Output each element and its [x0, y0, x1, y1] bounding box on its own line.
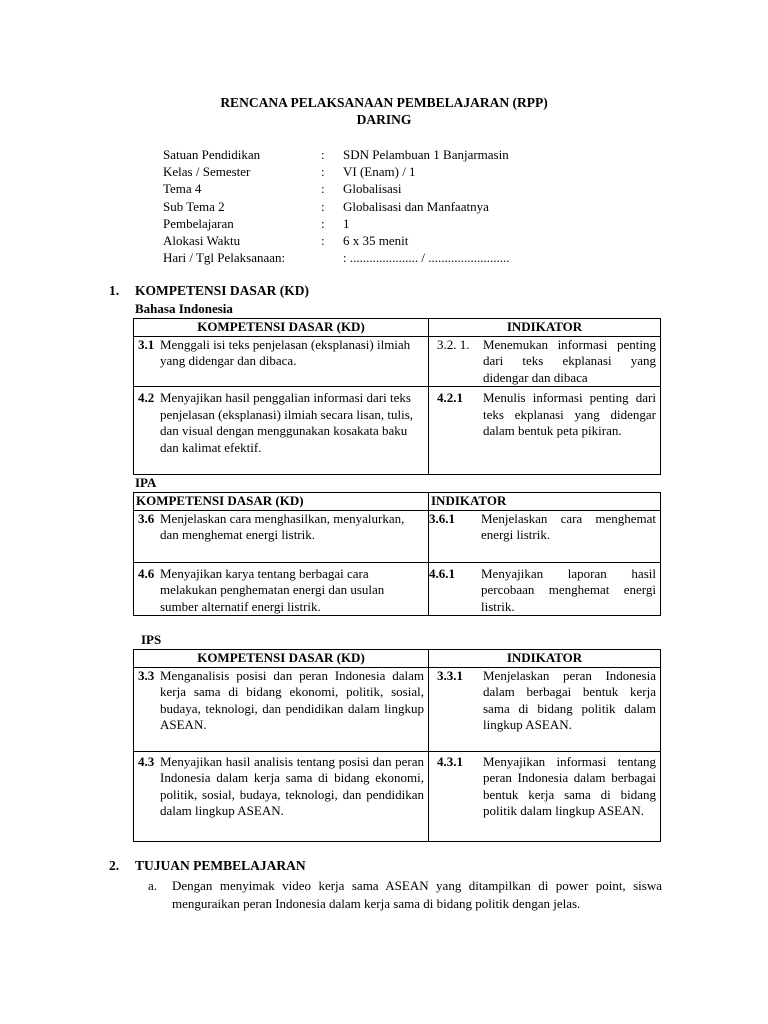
header-kd: KOMPETENSI DASAR (KD) — [134, 650, 429, 668]
identity-row: Alokasi Waktu : 6 x 35 menit — [163, 232, 409, 248]
table-row: 4.6 Menyajikan karya tentang berbagai cara melakukan penghematan energi dan usulan sumber alternatif energi listrik. 4.6.1 Menyajikan laporan hasil percobaan menghemat energi listrik. — [134, 562, 661, 616]
doc-title: RENCANA PELAKSANAAN PEMBELAJARAN (RPP) — [220, 95, 548, 110]
identity-row: Satuan Pendidikan : SDN Pelambuan 1 Banjarmasin — [163, 147, 509, 162]
header-indikator: INDIKATOR — [429, 650, 661, 668]
header-kd: KOMPETENSI DASAR (KD) — [134, 319, 429, 337]
table-row: 3.6 Menjelaskan cara menghasilkan, menyalurkan, dan menghemat energi listrik. 3.6.1 Menjelaskan cara menghemat energi listrik. — [134, 510, 661, 562]
section-heading-tujuan: 2. TUJUAN PEMBELAJARAN — [109, 858, 306, 873]
kd-table-ips — [133, 649, 661, 842]
tujuan-list — [148, 877, 662, 913]
subject-label-bahasa: Bahasa Indonesia — [135, 301, 233, 316]
header-indikator: INDIKATOR — [429, 493, 661, 511]
table-row: 3.1 Menggali isi teks penjelasan (eksplanasi) ilmiah yang didengar dan dibaca. 3.2. 1. Menemukan informasi penting dari teks ekplanasi yang didengar dan dibaca — [134, 336, 661, 387]
identity-row: Tema 4 : Globalisasi — [163, 181, 402, 197]
identity-block — [163, 146, 509, 266]
kd-table-ipa — [133, 492, 661, 616]
identity-row: Sub Tema 2 : Globalisasi dan Manfaatnya — [163, 198, 489, 214]
subject-label-ipa: IPA — [135, 475, 157, 490]
identity-row: Hari / Tgl Pelaksanaan: : ..................... / ......................... — [163, 250, 510, 266]
doc-subtitle: DARING — [356, 112, 412, 127]
header-indikator: INDIKATOR — [429, 319, 661, 337]
identity-row: Pembelajaran : 1 — [163, 215, 350, 231]
kd-table-bahasa — [133, 318, 661, 475]
table-row: 4.3 Menyajikan hasil analisis tentang posisi dan peran Indonesia dalam kerja sama di bidang ekonomi, politik, sosial, budaya, teknologi, dan pendidikan dalam lingkup ASEAN. 4.3.1 Menyajikan informasi tentang peran Indonesia dalam berbagai bentuk kerja sama di bidang politik dalam lingkup ASEAN. — [134, 751, 661, 841]
subject-label-ips: IPS — [141, 632, 162, 647]
section-heading-kd: 1. KOMPETENSI DASAR (KD) — [109, 283, 310, 298]
list-item: a. Dengan menyimak video kerja sama ASEAN yang ditampilkan di power point, siswa menguraikan peran Indonesia dalam kerja sama di bidang politik dengan jelas. — [148, 878, 662, 911]
identity-row: Kelas / Semester : VI (Enam) / 1 — [163, 164, 416, 180]
header-kd: KOMPETENSI DASAR (KD) — [134, 493, 429, 511]
table-row: 4.2 Menyajikan hasil penggalian informasi dari teks penjelasan (eksplanasi) ilmiah secara lisan, tulis, dan visual dengan menggunakan kosakata baku dan kalimat efektif. 4.2.1 Menulis informasi penting dari teks ekplanasi yang didengar dalam bentuk peta pikiran. — [134, 387, 661, 475]
table-row: 3.3 Menganalisis posisi dan peran Indonesia dalam kerja sama di bidang ekonomi, politik, sosial, budaya, teknologi, dan pendidikan dalam lingkup ASEAN. 3.3.1 Menjelaskan peran Indonesia dalam berbagai bentuk kerja sama di bidang politik dalam lingkup ASEAN. — [134, 667, 661, 751]
